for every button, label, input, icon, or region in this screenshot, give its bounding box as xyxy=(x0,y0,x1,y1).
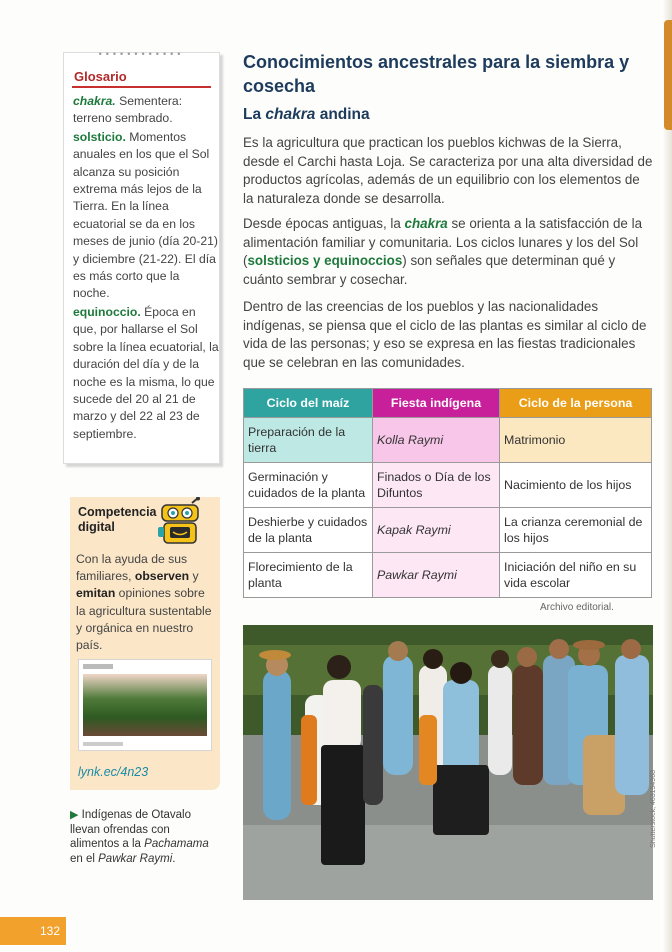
section-subtitle xyxy=(243,106,370,124)
website-thumbnail[interactable] xyxy=(78,659,212,751)
paragraph-2 xyxy=(243,215,653,289)
page-edge xyxy=(662,0,672,952)
text-part: y xyxy=(189,569,199,584)
text-part: opiniones sobre la agricultura sustentable y orgánica en nuestro país. xyxy=(76,586,212,653)
robot-icon xyxy=(158,497,204,547)
header-corn-cycle: Ciclo del maíz xyxy=(244,389,373,418)
cycle-table xyxy=(243,388,652,598)
table-row xyxy=(244,418,652,463)
page-number-tab xyxy=(0,917,66,945)
thumbnail-image xyxy=(83,674,207,736)
caption-text: . xyxy=(172,852,176,865)
photo-credit: Shutterstock, 463154968 xyxy=(650,770,657,848)
glossary-rule xyxy=(72,86,211,88)
table-cell: Germinación y cuidados de la planta xyxy=(244,463,373,508)
caption-text: en el xyxy=(70,852,99,865)
digital-competence-text xyxy=(76,551,216,654)
header-person-cycle: Ciclo de la persona xyxy=(500,389,652,418)
table-cell: Finados o Día de los Difuntos xyxy=(373,463,500,508)
table-cell: Preparación de la tierra xyxy=(244,418,373,463)
header-indigenous-festival: Fiesta indígena xyxy=(373,389,500,418)
table-cell: Kolla Raymi xyxy=(373,418,500,463)
table-cell: Kapak Raymi xyxy=(373,508,500,553)
page-edge-tab xyxy=(664,20,672,130)
highlight-solsticios: solsticios xyxy=(247,253,310,268)
spiral-binding: •••••••••••• xyxy=(98,49,185,59)
text-part: Desde épocas antiguas, la xyxy=(243,216,405,231)
text-part: se orienta a la satisfacción de la alimentación familiar y comunitaria. Los ciclos lunares y los del Sol ( xyxy=(243,216,643,268)
caption-italic: Pachamama xyxy=(144,838,209,850)
caption-arrow-icon: ▶ xyxy=(70,809,79,821)
table-cell: Iniciación del niño en su vida escolar xyxy=(500,553,652,598)
text-part: y xyxy=(309,253,325,268)
glossary-definition: Momentos anuales en los que el Sol alcanza su posición extrema más lejos de la Tierra. En la línea ecuatorial se da en los meses de junio (día 20-21) y diciembre (21-22). El día es más corto que la noche. xyxy=(73,129,218,301)
table-row xyxy=(244,508,652,553)
subtitle-italic: chakra xyxy=(265,106,316,123)
paragraph-3: Dentro de las creencias de los pueblos y las nacionalidades indígenas, se piensa que el ciclo de las plantas es similar al ciclo de vida de las personas; y eso se expresa en las fiestas tradicionales que se celebran en las comunidades. xyxy=(243,299,647,370)
glossary-title: Glosario xyxy=(74,69,127,84)
glossary-entry-solsticio xyxy=(73,129,219,303)
table-cell: La crianza ceremonial de los hijos xyxy=(500,508,652,553)
table-credit: Archivo editorial. xyxy=(540,602,614,613)
photo-caption xyxy=(70,808,220,866)
festival-photo xyxy=(243,625,653,900)
table-header-row xyxy=(244,389,652,418)
glossary-box xyxy=(63,49,220,464)
digital-competence-box xyxy=(70,497,220,790)
caption-italic: Pawkar Raymi xyxy=(98,852,173,865)
subtitle-part: La xyxy=(243,106,266,123)
resource-link[interactable]: lynk.ec/4n23 xyxy=(78,765,149,779)
section-title: Conocimientos ancestrales para la siembra y cosecha xyxy=(243,52,630,96)
thumbnail-header xyxy=(83,664,113,669)
text-part: Con la ayuda de sus familiares, xyxy=(76,552,188,584)
glossary-term: equinoccio. xyxy=(73,304,141,319)
table-cell: Florecimiento de la planta xyxy=(244,553,373,598)
glossary-definition: Época en que, por hallarse el Sol sobre la línea ecuatorial, la duración del día y de la noche es la misma, lo que sucede del 20 al 21 de marzo y del 22 al 23 de septiembre. xyxy=(73,304,219,441)
table-cell: Nacimiento de los hijos xyxy=(500,463,652,508)
table-cell: Matrimonio xyxy=(500,418,652,463)
page-number: 132 xyxy=(40,924,61,938)
glossary-entries xyxy=(73,93,219,444)
thumbnail-footer xyxy=(83,742,123,746)
highlight-equinoccios: equinoccios xyxy=(324,253,403,268)
keyword-emitan: emitan xyxy=(76,586,116,601)
heading-line-1: Competencia xyxy=(78,505,157,519)
table-row xyxy=(244,553,652,598)
glossary-definition: Sementera: terreno sembrado. xyxy=(73,94,183,126)
glossary-term: chakra. xyxy=(73,94,116,108)
table-cell: Pawkar Raymi xyxy=(373,553,500,598)
glossary-term: solsticio. xyxy=(73,129,126,144)
highlight-chakra: chakra xyxy=(404,216,448,231)
glossary-entry-chakra xyxy=(73,93,219,128)
text-part: ) son señales que determinan qué y cuánto sembrar y cosechar. xyxy=(243,253,616,287)
festival-illustration xyxy=(243,625,653,900)
table-cell: Deshierbe y cuidados de la planta xyxy=(244,508,373,553)
heading-line-2: digital xyxy=(78,520,115,534)
glossary-entry-equinoccio xyxy=(73,304,219,443)
keyword-observen: observen xyxy=(134,569,190,584)
caption-text: Indígenas de Otavalo llevan ofrendas con alimentos a la xyxy=(70,809,192,850)
subtitle-part: andina xyxy=(315,106,370,123)
paragraph-1: Es la agricultura que practican los pueblos kichwas de la Sierra, desde el Carchi hasta Loja. Se caracteriza por una alta diversidad de productos agrícolas, además de un equilibrio con los elementos de la naturaleza donde se desarrolla. xyxy=(243,135,653,206)
digital-competence-heading xyxy=(78,505,157,535)
table-row xyxy=(244,463,652,508)
